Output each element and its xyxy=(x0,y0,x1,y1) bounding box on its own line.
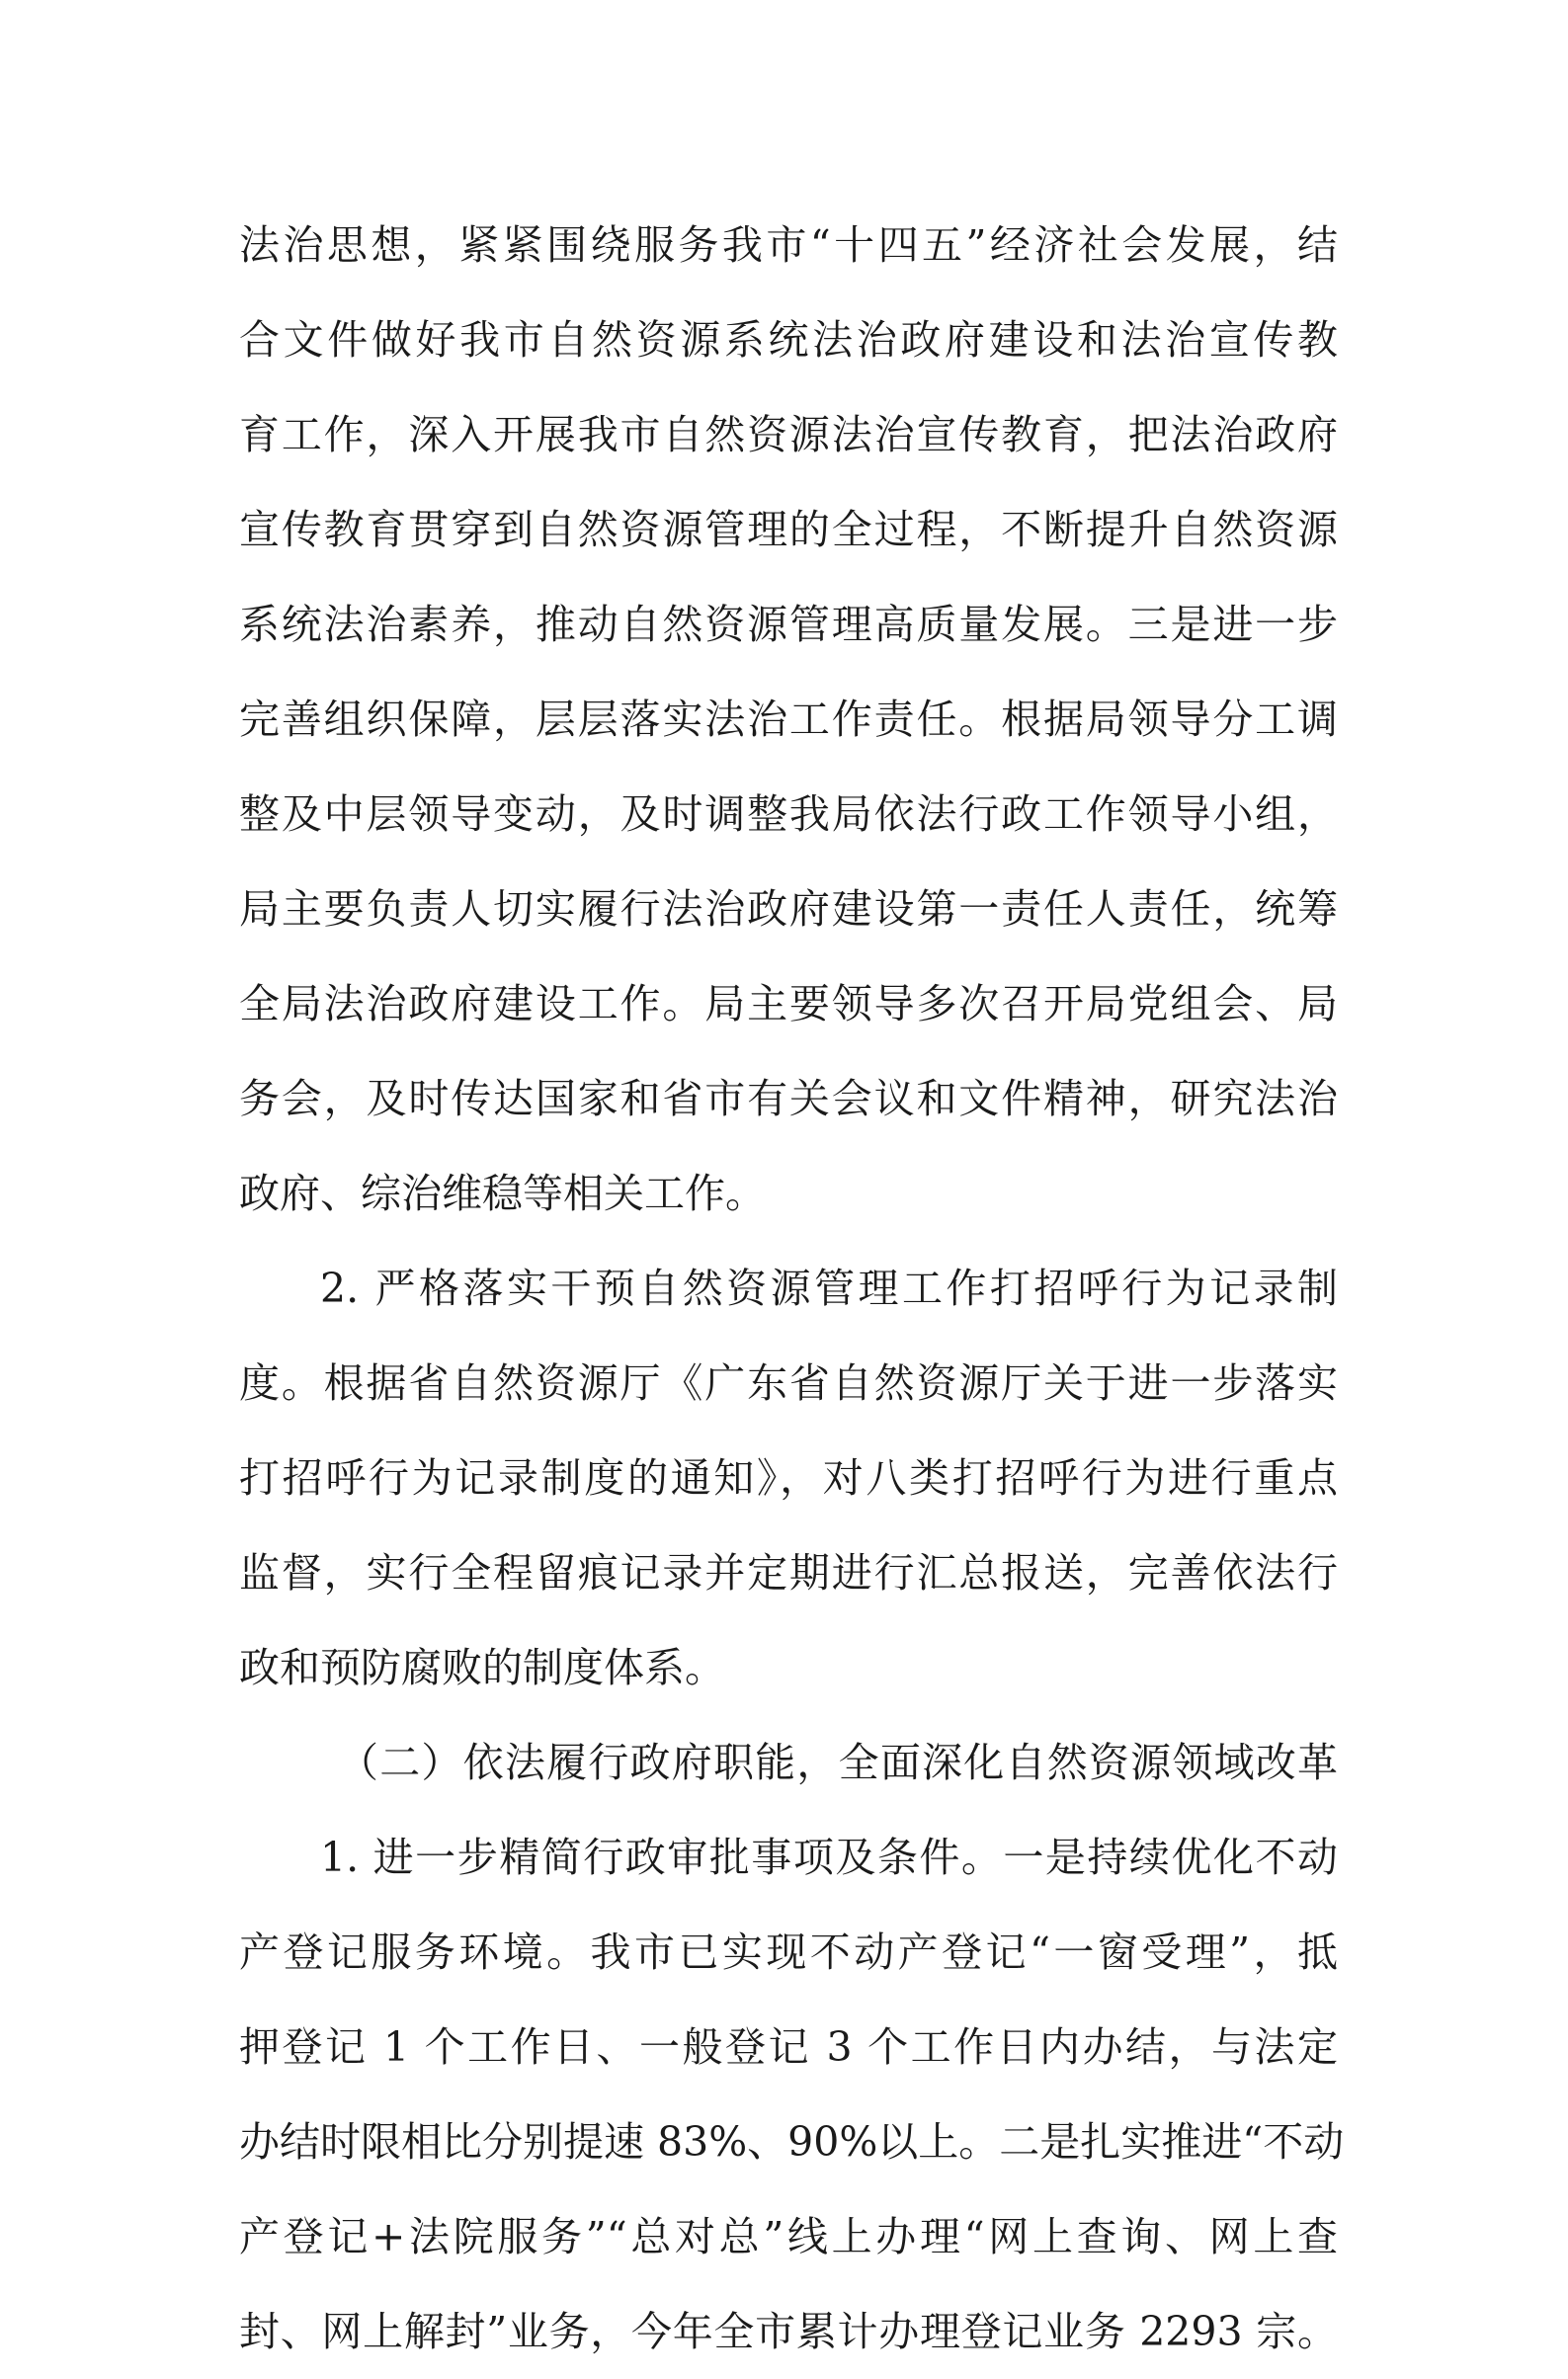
section-heading: （二）依法履行政府职能，全面深化自然资源领域改革 xyxy=(338,1739,1338,1786)
paragraph-1-line-3: 育工作，深入开展我市自然资源法治宣传教育，把法治政府 xyxy=(239,411,1338,458)
paragraph-3-line-3: 押登记 1 个工作日、一般登记 3 个工作日内办结，与法定 xyxy=(239,2023,1338,2071)
paragraph-1-line-2: 合文件做好我市自然资源系统法治政府建设和法治宣传教 xyxy=(239,316,1338,364)
paragraph-1-line-4: 宣传教育贯穿到自然资源管理的全过程，不断提升自然资源 xyxy=(239,506,1338,553)
paragraph-2-line-5: 政和预防腐败的制度体系。 xyxy=(239,1644,725,1691)
paragraph-2-line-2: 度。根据省自然资源厅《广东省自然资源厅关于进一步落实 xyxy=(239,1359,1338,1407)
paragraph-3-line-4: 办结时限相比分别提速 83%、90%以上。二是扎实推进“不动 xyxy=(239,2118,1345,2166)
paragraph-1-line-10: 务会，及时传达国家和省市有关会议和文件精神，研究法治 xyxy=(239,1075,1338,1122)
paragraph-1-line-7: 整及中层领导变动，及时调整我局依法行政工作领导小组， xyxy=(239,790,1338,838)
paragraph-1-line-5: 系统法治素养，推动自然资源管理高质量发展。三是进一步 xyxy=(239,601,1338,648)
paragraph-2-line-1: 2. 严格落实干预自然资源管理工作打招呼行为记录制 xyxy=(320,1265,1338,1312)
paragraph-1-line-8: 局主要负责人切实履行法治政府建设第一责任人责任，统筹 xyxy=(239,885,1338,933)
document-body xyxy=(239,198,1345,2379)
paragraph-2-line-3: 打招呼行为记录制度的通知》，对八类打招呼行为进行重点 xyxy=(239,1454,1338,1502)
paragraph-3-line-1: 1. 进一步精简行政审批事项及条件。一是持续优化不动 xyxy=(320,1834,1338,1881)
paragraph-3-line-6: 封、网上解封”业务，今年全市累计办理登记业务 2293 宗。 xyxy=(239,2308,1338,2355)
paragraph-3-line-2: 产登记服务环境。我市已实现不动产登记“一窗受理”，抵 xyxy=(239,1928,1338,1976)
paragraph-2-line-4: 监督，实行全程留痕记录并定期进行汇总报送，完善依法行 xyxy=(239,1549,1338,1597)
paragraph-1-line-9: 全局法治政府建设工作。局主要领导多次召开局党组会、局 xyxy=(239,980,1338,1027)
paragraph-1-line-11: 政府、综治维稳等相关工作。 xyxy=(239,1170,766,1217)
paragraph-1-line-1: 法治思想，紧紧围绕服务我市“十四五”经济社会发展，结 xyxy=(239,221,1338,269)
paragraph-1-line-6: 完善组织保障，层层落实法治工作责任。根据局领导分工调 xyxy=(239,696,1338,743)
paragraph-3-line-5: 产登记+法院服务”“总对总”线上办理“网上查询、网上查 xyxy=(239,2213,1338,2260)
